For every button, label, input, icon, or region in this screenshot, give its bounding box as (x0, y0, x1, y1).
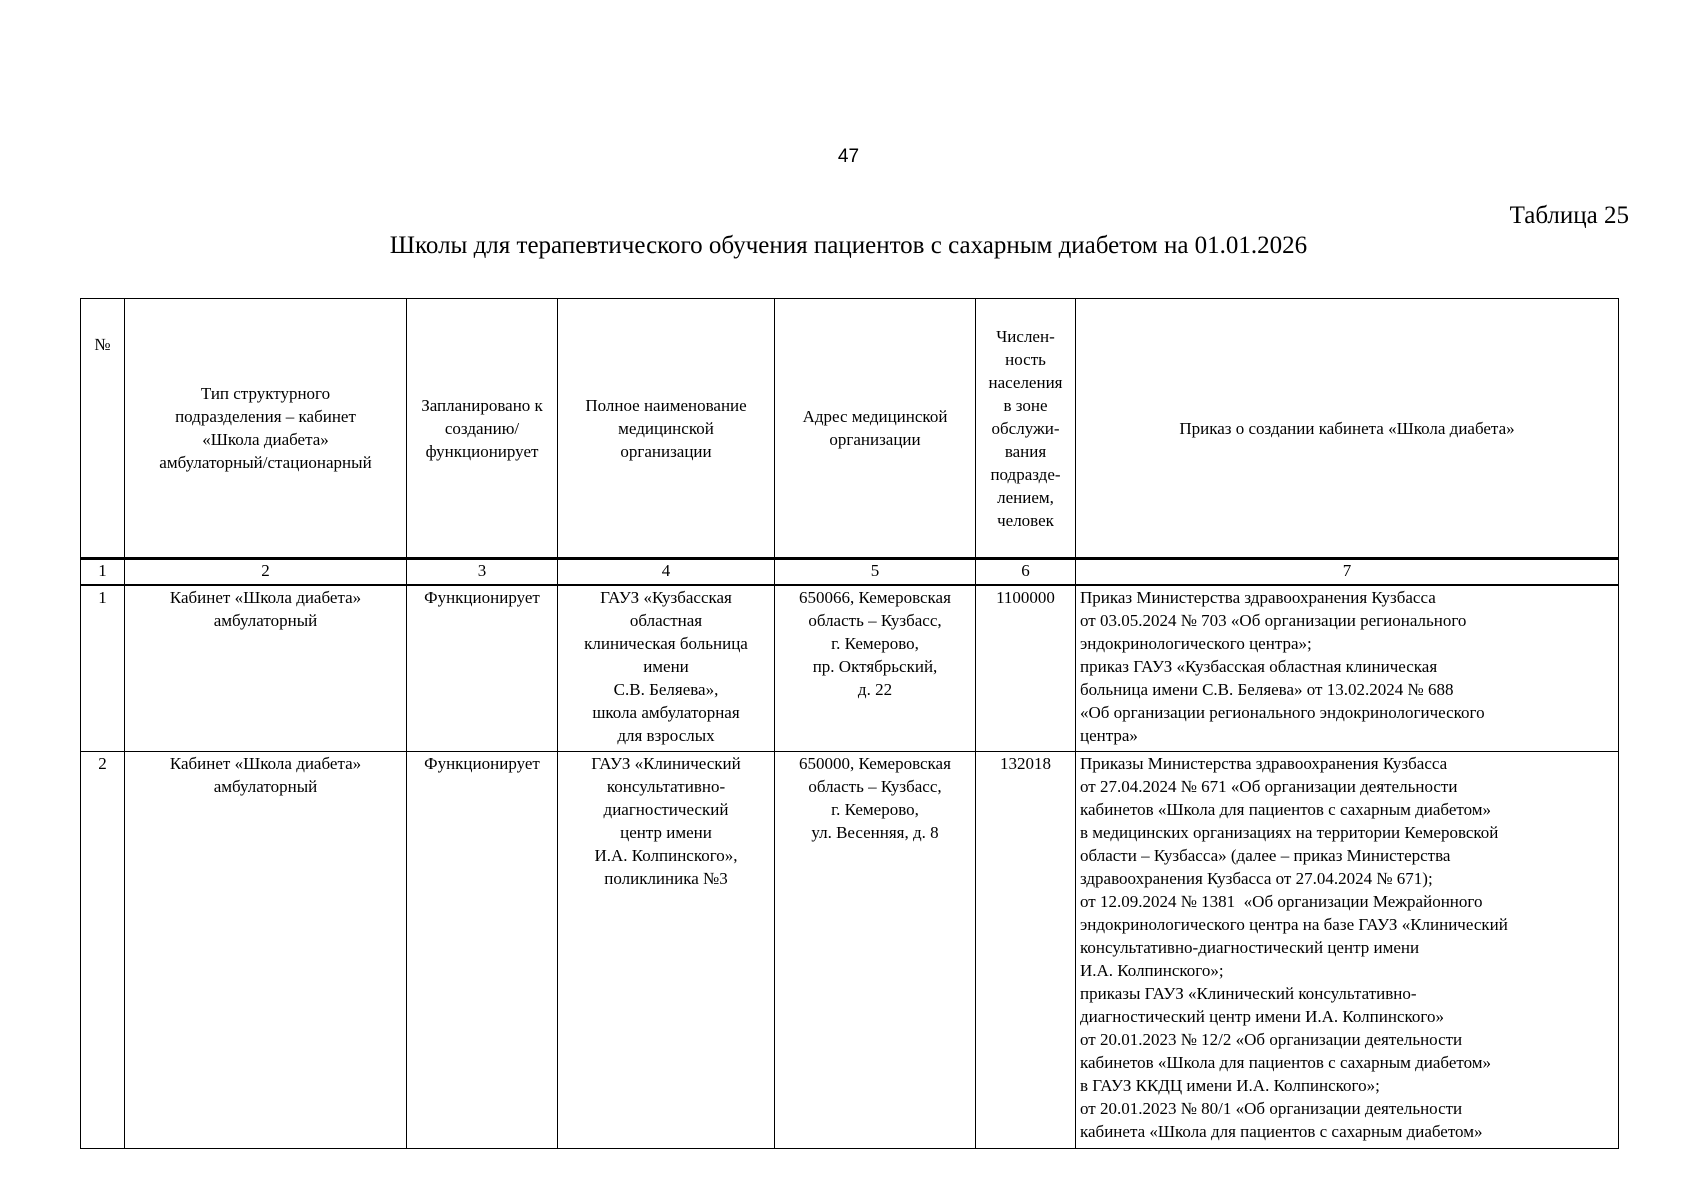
column-number: 5 (775, 559, 976, 586)
text-line: центра» (1080, 726, 1138, 745)
header-type (125, 299, 407, 559)
text-line: консультативно- (606, 777, 726, 796)
header-address (775, 299, 976, 559)
header-status (407, 299, 558, 559)
table-label: Таблица 25 (1509, 202, 1629, 229)
text-line: в зоне (1003, 395, 1048, 415)
column-number: 7 (1076, 559, 1619, 586)
text-line: населения (988, 372, 1063, 392)
text-line: эндокринологического центра на базе ГАУЗ «Клинический (1080, 915, 1508, 934)
header-population (976, 299, 1076, 559)
header-row (81, 299, 1619, 559)
row-type (125, 752, 407, 1149)
column-number: 1 (81, 559, 125, 586)
text-line: И.А. Колпинского»; (1080, 961, 1224, 980)
text-line: ГАУЗ «Кузбасская (600, 588, 732, 607)
text-line: консультативно-диагностический центр имени (1080, 938, 1420, 957)
text-line: амбулаторный (213, 777, 318, 796)
text-line: кабинета «Школа для пациентов с сахарным диабетом» (1080, 1122, 1483, 1141)
row-population: 132018 (976, 752, 1076, 1149)
text-line: Числен- (996, 326, 1055, 346)
text-line: созданию/ (444, 418, 520, 438)
table-row (81, 752, 1619, 1149)
row-address (775, 752, 976, 1149)
text-line: область – Кузбасс, (808, 611, 942, 630)
text-line: имени (643, 657, 689, 676)
text-line: центр имени (620, 823, 712, 842)
text-line: для взрослых (617, 726, 715, 745)
row-status: Функционирует (407, 752, 558, 1149)
text-line: ГАУЗ «Клинический (591, 754, 741, 773)
text-line: Приказы Министерства здравоохранения Кузбасса (1080, 754, 1448, 773)
text-line: ул. Весенняя, д. 8 (811, 823, 939, 842)
row-num: 2 (81, 752, 125, 1149)
text-line: эндокринологического центра»; (1080, 634, 1312, 653)
row-org (558, 585, 775, 752)
table-row (81, 585, 1619, 752)
text-line: область – Кузбасс, (808, 777, 942, 796)
row-status: Функционирует (407, 585, 558, 752)
text-line: И.А. Колпинского», (594, 846, 738, 865)
text-line: Кабинет «Школа диабета» (169, 754, 362, 773)
text-line: от 27.04.2024 № 671 «Об организации деятельности (1080, 777, 1458, 796)
column-number-row (81, 559, 1619, 586)
row-order (1076, 752, 1619, 1149)
text-line: диагностический центр имени И.А. Колпинского» (1080, 1007, 1444, 1026)
text-line: приказы ГАУЗ «Клинический консультативно- (1080, 984, 1417, 1003)
text-line: областная (629, 611, 703, 630)
text-line: Тип структурного (200, 384, 331, 403)
text-line: подразде- (990, 464, 1061, 484)
text-line: организации (829, 430, 921, 449)
row-order (1076, 585, 1619, 752)
text-line: Адрес медицинской (802, 407, 948, 426)
text-line: человек (997, 510, 1054, 530)
column-number: 4 (558, 559, 775, 586)
text-line: области – Кузбасса» (далее – приказ Министерства (1080, 846, 1451, 865)
header-org (558, 299, 775, 559)
text-line: ность (1005, 349, 1046, 369)
row-population: 1100000 (976, 585, 1076, 752)
text-line: С.В. Беляева», (613, 680, 719, 699)
text-line: диагностический (603, 800, 729, 819)
text-line: вания (1004, 441, 1047, 461)
column-number: 2 (125, 559, 407, 586)
text-line: больница имени С.В. Беляева» от 13.02.2024 № 688 (1080, 680, 1454, 699)
text-line: 650066, Кемеровская (799, 588, 951, 607)
text-line: Кабинет «Школа диабета» (169, 588, 362, 607)
schools-table (80, 298, 1619, 1149)
text-line: в ГАУЗ ККДЦ имени И.А. Колпинского»; (1080, 1076, 1380, 1095)
row-num: 1 (81, 585, 125, 752)
header-order: Приказ о создании кабинета «Школа диабета» (1076, 299, 1619, 559)
text-line: приказ ГАУЗ «Кузбасская областная клиническая (1080, 657, 1438, 676)
text-line: Запланировано к (421, 395, 543, 415)
column-number: 3 (407, 559, 558, 586)
row-org (558, 752, 775, 1149)
text-line: амбулаторный (213, 611, 318, 630)
text-line: поликлиника №3 (604, 869, 728, 888)
text-line: в медицинских организациях на территории Кемеровской (1080, 823, 1499, 842)
text-line: Полное наименование (585, 395, 747, 415)
text-line: от 20.01.2023 № 12/2 «Об организации деятельности (1080, 1030, 1463, 1049)
text-line: Приказ Министерства здравоохранения Кузбасса (1080, 588, 1436, 607)
text-line: г. Кемерово, (831, 800, 919, 819)
row-type (125, 585, 407, 752)
text-line: кабинетов «Школа для пациентов с сахарным диабетом» (1080, 1053, 1492, 1072)
text-line: функционирует (425, 441, 539, 461)
text-line: подразделения – кабинет (175, 407, 356, 426)
text-line: обслужи- (991, 418, 1060, 438)
text-line: «Школа диабета» (202, 430, 329, 449)
text-line: от 12.09.2024 № 1381 «Об организации Межрайонного (1080, 892, 1483, 911)
text-line: кабинетов «Школа для пациентов с сахарным диабетом» (1080, 800, 1492, 819)
text-line: пр. Октябрьский, (812, 657, 938, 676)
page-number: 47 (837, 146, 860, 167)
text-line: д. 22 (857, 680, 893, 699)
text-line: организации (620, 441, 712, 461)
row-address (775, 585, 976, 752)
text-line: от 03.05.2024 № 703 «Об организации регионального (1080, 611, 1467, 630)
text-line: клиническая больница (584, 634, 748, 653)
text-line: лением, (997, 487, 1054, 507)
text-line: школа амбулаторная (592, 703, 740, 722)
table-title: Школы для терапевтического обучения пациентов с сахарным диабетом на 01.01.2026 (389, 232, 1308, 259)
text-line: здравоохранения Кузбасса от 27.04.2024 № 671); (1080, 869, 1433, 888)
text-line: «Об организации регионального эндокринологического (1080, 703, 1485, 722)
text-line: г. Кемерово, (831, 634, 919, 653)
column-number: 6 (976, 559, 1076, 586)
text-line: медицинской (618, 418, 714, 438)
text-line: от 20.01.2023 № 80/1 «Об организации деятельности (1080, 1099, 1463, 1118)
text-line: 650000, Кемеровская (799, 754, 951, 773)
text-line: амбулаторный/стационарный (159, 453, 372, 472)
header-num: № (81, 299, 125, 559)
